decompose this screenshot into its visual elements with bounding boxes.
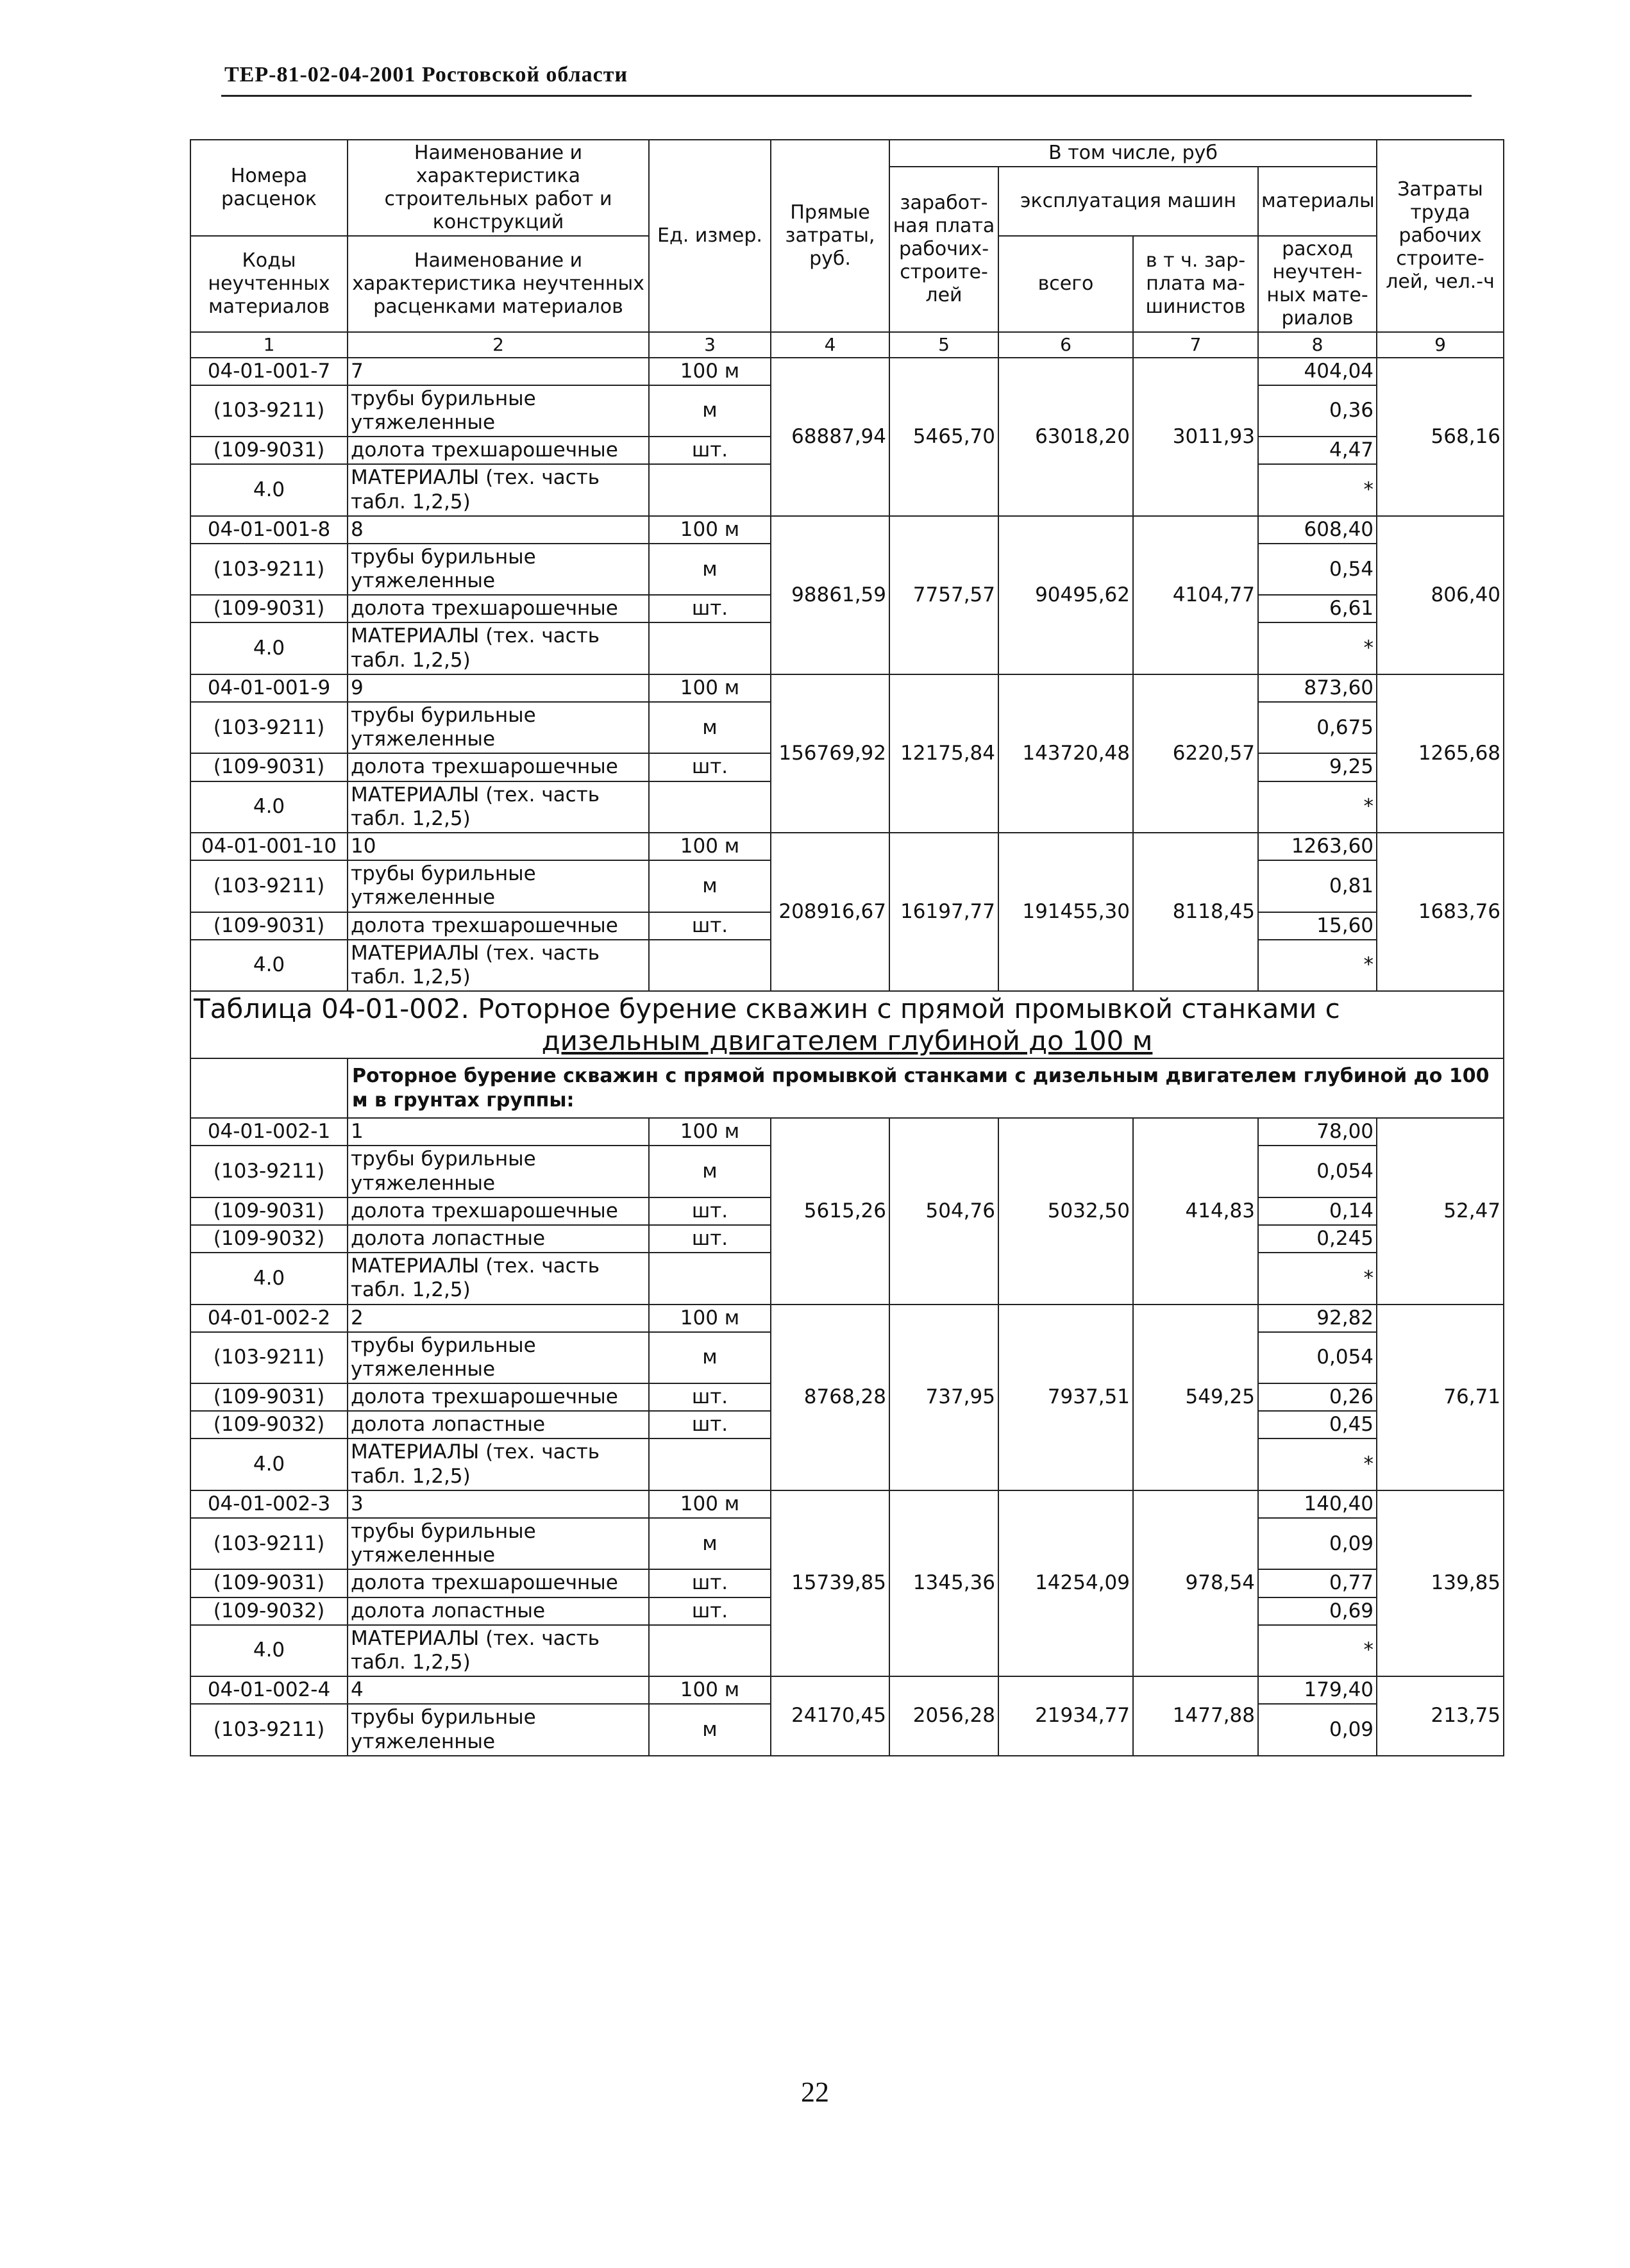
rate-materials: 140,40 (1258, 1490, 1377, 1518)
material-name: долота лопастные (348, 1411, 649, 1438)
header-unit: Ед. измер. (649, 140, 771, 332)
rate-code: 04-01-001-10 (190, 833, 348, 860)
rate-row (190, 516, 1504, 544)
material-unit (649, 1625, 771, 1676)
rate-direct-cost: 68887,94 (771, 358, 889, 516)
rate-unit: 100 м (649, 1676, 771, 1704)
material-unit (649, 1438, 771, 1490)
rate-machines-total: 7937,51 (998, 1305, 1133, 1490)
header-rule (221, 95, 1472, 97)
material-name: трубы бурильные утяжеленные (348, 702, 649, 753)
rate-machines-wages: 3011,93 (1133, 358, 1258, 516)
rate-code: 04-01-001-8 (190, 516, 348, 544)
table-title-line1: Роторное бурение скважин с прямой промывкой станками с (478, 993, 1340, 1025)
rate-direct-cost: 208916,67 (771, 833, 889, 991)
rate-machines-total: 143720,48 (998, 674, 1133, 833)
header-name-top: Наименование и характеристика строительных работ и конструкций (348, 140, 649, 236)
material-quantity: 0,14 (1258, 1197, 1377, 1225)
material-quantity: 0,81 (1258, 860, 1377, 912)
material-quantity: 0,36 (1258, 385, 1377, 437)
rate-row (190, 1118, 1504, 1146)
rate-machines-wages: 978,54 (1133, 1490, 1258, 1676)
rate-materials: 179,40 (1258, 1676, 1377, 1704)
material-quantity: 0,54 (1258, 544, 1377, 595)
material-code: (109-9031) (190, 1569, 348, 1597)
rate-code: 04-01-001-7 (190, 358, 348, 385)
table-04-01-002-title (190, 991, 1504, 1118)
material-unit: м (649, 1146, 771, 1197)
material-unit: шт. (649, 1197, 771, 1225)
column-numbers-row (190, 332, 1504, 358)
material-name: долота трехшарошечные (348, 1569, 649, 1597)
rate-code: 04-01-001-9 (190, 674, 348, 702)
header-machines-total: всего (998, 236, 1133, 332)
rate-labor: 139,85 (1377, 1490, 1504, 1676)
material-unit: м (649, 544, 771, 595)
rate-machines-total: 90495,62 (998, 516, 1133, 674)
material-code: 4.0 (190, 1438, 348, 1490)
rate-wages: 737,95 (889, 1305, 998, 1490)
material-unit (649, 940, 771, 991)
rate-materials: 608,40 (1258, 516, 1377, 544)
material-name: трубы бурильные утяжеленные (348, 1704, 649, 1755)
material-code: (103-9211) (190, 860, 348, 912)
rate-direct-cost: 98861,59 (771, 516, 889, 674)
material-name: трубы бурильные утяжеленные (348, 1332, 649, 1383)
header-machines: эксплуатация машин (998, 167, 1258, 236)
rate-row (190, 358, 1504, 385)
column-number: 8 (1258, 332, 1377, 358)
table-subtitle: Роторное бурение скважин с прямой промывкой станками с дизельным двигателем глубиной до 100 м в грунтах группы: (348, 1058, 1504, 1118)
material-name: МАТЕРИАЛЫ (тех. часть табл. 1,2,5) (348, 464, 649, 515)
material-quantity: 0,77 (1258, 1569, 1377, 1597)
table-title-line2: дизельным двигателем глубиной до 100 м (541, 1024, 1153, 1056)
rate-code: 04-01-002-3 (190, 1490, 348, 1518)
material-name: долота лопастные (348, 1597, 649, 1625)
table-title (190, 991, 1504, 1058)
material-name: МАТЕРИАЛЫ (тех. часть табл. 1,2,5) (348, 781, 649, 833)
material-name: МАТЕРИАЛЫ (тех. часть табл. 1,2,5) (348, 1253, 649, 1304)
material-quantity: 0,09 (1258, 1518, 1377, 1569)
rate-labor: 213,75 (1377, 1676, 1504, 1756)
material-name: долота трехшарошечные (348, 912, 649, 940)
rate-name: 9 (348, 674, 649, 702)
material-name: долота трехшарошечные (348, 1383, 649, 1411)
column-number: 7 (1133, 332, 1258, 358)
rate-machines-total: 63018,20 (998, 358, 1133, 516)
material-unit: шт. (649, 595, 771, 622)
material-code: (103-9211) (190, 544, 348, 595)
rate-name: 1 (348, 1118, 649, 1146)
material-quantity: * (1258, 1438, 1377, 1490)
material-quantity: * (1258, 781, 1377, 833)
rate-name: 2 (348, 1305, 649, 1332)
rate-machines-wages: 6220,57 (1133, 674, 1258, 833)
table-title-prefix: Таблица 04-01-002. (194, 993, 469, 1025)
material-quantity: 0,45 (1258, 1411, 1377, 1438)
rate-direct-cost: 24170,45 (771, 1676, 889, 1756)
material-unit: м (649, 385, 771, 437)
rate-materials: 1263,60 (1258, 833, 1377, 860)
material-code: 4.0 (190, 622, 348, 674)
material-unit (649, 622, 771, 674)
rate-wages: 2056,28 (889, 1676, 998, 1756)
column-number: 3 (649, 332, 771, 358)
material-unit: м (649, 702, 771, 753)
material-unit: шт. (649, 753, 771, 781)
rate-name: 3 (348, 1490, 649, 1518)
rate-unit: 100 м (649, 1305, 771, 1332)
material-unit (649, 1253, 771, 1304)
rate-row (190, 1676, 1504, 1704)
rate-machines-total: 191455,30 (998, 833, 1133, 991)
rate-wages: 1345,36 (889, 1490, 998, 1676)
header-labor: Затраты труда рабочих строите-лей, чел.-ч (1377, 140, 1504, 332)
header-direct: Прямые затраты, руб. (771, 140, 889, 332)
rate-labor: 1265,68 (1377, 674, 1504, 833)
material-quantity: 4,47 (1258, 437, 1377, 464)
material-unit: м (649, 1332, 771, 1383)
rate-machines-wages: 4104,77 (1133, 516, 1258, 674)
column-number: 6 (998, 332, 1133, 358)
section-04-01-002 (190, 1118, 1504, 1756)
rate-row (190, 674, 1504, 702)
rate-name: 10 (348, 833, 649, 860)
rate-row (190, 833, 1504, 860)
material-unit: шт. (649, 912, 771, 940)
material-quantity: * (1258, 464, 1377, 515)
material-quantity: 0,26 (1258, 1383, 1377, 1411)
material-code: (109-9031) (190, 1383, 348, 1411)
header-name-bottom: Наименование и характеристика неучтенных расценками материалов (348, 236, 649, 332)
material-code: (103-9211) (190, 702, 348, 753)
material-code: (109-9031) (190, 753, 348, 781)
material-unit: шт. (649, 1597, 771, 1625)
column-number: 2 (348, 332, 649, 358)
rate-row (190, 1490, 1504, 1518)
material-name: долота трехшарошечные (348, 1197, 649, 1225)
rate-materials: 873,60 (1258, 674, 1377, 702)
material-name: трубы бурильные утяжеленные (348, 385, 649, 437)
rate-labor: 1683,76 (1377, 833, 1504, 991)
material-name: долота трехшарошечные (348, 753, 649, 781)
rate-machines-wages: 549,25 (1133, 1305, 1258, 1490)
material-quantity: 9,25 (1258, 753, 1377, 781)
rate-machines-total: 14254,09 (998, 1490, 1133, 1676)
material-code: (109-9031) (190, 437, 348, 464)
rate-labor: 568,16 (1377, 358, 1504, 516)
rate-machines-total: 21934,77 (998, 1676, 1133, 1756)
material-code: (103-9211) (190, 1704, 348, 1755)
rate-name: 4 (348, 1676, 649, 1704)
material-quantity: 0,675 (1258, 702, 1377, 753)
header-incl-group: В том числе, руб (889, 140, 1377, 167)
material-name: долота лопастные (348, 1225, 649, 1253)
material-quantity: 15,60 (1258, 912, 1377, 940)
rate-unit: 100 м (649, 1118, 771, 1146)
material-name: МАТЕРИАЛЫ (тех. часть табл. 1,2,5) (348, 622, 649, 674)
material-unit: шт. (649, 1225, 771, 1253)
material-unit: м (649, 1704, 771, 1755)
material-quantity: * (1258, 940, 1377, 991)
header-wages: заработ-ная плата рабочих-строите-лей (889, 167, 998, 332)
rate-machines-total: 5032,50 (998, 1118, 1133, 1304)
material-quantity: * (1258, 622, 1377, 674)
material-code: 4.0 (190, 1253, 348, 1304)
rate-materials: 78,00 (1258, 1118, 1377, 1146)
header-codes-bottom: Коды неучтенных материалов (190, 236, 348, 332)
rate-code: 04-01-002-1 (190, 1118, 348, 1146)
material-code: (103-9211) (190, 385, 348, 437)
material-code: (109-9031) (190, 912, 348, 940)
rate-unit: 100 м (649, 516, 771, 544)
material-unit: шт. (649, 437, 771, 464)
material-quantity: 0,054 (1258, 1146, 1377, 1197)
material-unit (649, 781, 771, 833)
rate-name: 7 (348, 358, 649, 385)
rate-row (190, 1305, 1504, 1332)
material-quantity: 6,61 (1258, 595, 1377, 622)
rate-unit: 100 м (649, 674, 771, 702)
material-unit: м (649, 860, 771, 912)
header-materials: материалы (1258, 167, 1377, 236)
rate-wages: 7757,57 (889, 516, 998, 674)
rate-wages: 504,76 (889, 1118, 998, 1304)
table-header (190, 140, 1504, 358)
column-number: 5 (889, 332, 998, 358)
material-name: трубы бурильные утяжеленные (348, 544, 649, 595)
material-code: (109-9031) (190, 1197, 348, 1225)
rates-table (190, 139, 1504, 1756)
rate-code: 04-01-002-4 (190, 1676, 348, 1704)
material-code: 4.0 (190, 1625, 348, 1676)
rate-materials: 92,82 (1258, 1305, 1377, 1332)
rate-direct-cost: 5615,26 (771, 1118, 889, 1304)
rate-machines-wages: 8118,45 (1133, 833, 1258, 991)
material-name: трубы бурильные утяжеленные (348, 860, 649, 912)
material-name: долота трехшарошечные (348, 595, 649, 622)
material-name: трубы бурильные утяжеленные (348, 1146, 649, 1197)
material-code: 4.0 (190, 781, 348, 833)
rate-labor: 806,40 (1377, 516, 1504, 674)
material-unit: шт. (649, 1383, 771, 1411)
material-quantity: 0,245 (1258, 1225, 1377, 1253)
rate-name: 8 (348, 516, 649, 544)
header-machines-wages: в т ч. зар-плата ма-шинистов (1133, 236, 1258, 332)
material-name: МАТЕРИАЛЫ (тех. часть табл. 1,2,5) (348, 1438, 649, 1490)
material-code: 4.0 (190, 464, 348, 515)
material-unit: шт. (649, 1411, 771, 1438)
section-04-01-001 (190, 358, 1504, 992)
material-unit: шт. (649, 1569, 771, 1597)
rate-wages: 5465,70 (889, 358, 998, 516)
rate-wages: 12175,84 (889, 674, 998, 833)
header-materials-unaccounted: расход неучтен-ных мате-риалов (1258, 236, 1377, 332)
material-code: (109-9032) (190, 1411, 348, 1438)
material-quantity: 0,054 (1258, 1332, 1377, 1383)
rate-direct-cost: 15739,85 (771, 1490, 889, 1676)
material-name: долота трехшарошечные (348, 437, 649, 464)
material-code: 4.0 (190, 940, 348, 991)
material-name: МАТЕРИАЛЫ (тех. часть табл. 1,2,5) (348, 1625, 649, 1676)
rate-materials: 404,04 (1258, 358, 1377, 385)
rate-machines-wages: 414,83 (1133, 1118, 1258, 1304)
material-code: (103-9211) (190, 1332, 348, 1383)
rate-labor: 76,71 (1377, 1305, 1504, 1490)
material-quantity: * (1258, 1253, 1377, 1304)
rate-unit: 100 м (649, 833, 771, 860)
subtitle-spacer (190, 1058, 348, 1118)
rate-unit: 100 м (649, 1490, 771, 1518)
page-header: ТЕР-81-02-04-2001 Ростовской области (224, 63, 628, 87)
material-code: (103-9211) (190, 1518, 348, 1569)
material-unit (649, 464, 771, 515)
material-code: (109-9031) (190, 595, 348, 622)
rate-code: 04-01-002-2 (190, 1305, 348, 1332)
material-unit: м (649, 1518, 771, 1569)
material-name: МАТЕРИАЛЫ (тех. часть табл. 1,2,5) (348, 940, 649, 991)
header-codes-top: Номера расценок (190, 140, 348, 236)
material-quantity: 0,69 (1258, 1597, 1377, 1625)
column-number: 4 (771, 332, 889, 358)
rate-wages: 16197,77 (889, 833, 998, 991)
material-quantity: * (1258, 1625, 1377, 1676)
material-code: (109-9032) (190, 1225, 348, 1253)
material-quantity: 0,09 (1258, 1704, 1377, 1755)
page-number: 22 (801, 2076, 829, 2108)
rate-direct-cost: 8768,28 (771, 1305, 889, 1490)
rate-direct-cost: 156769,92 (771, 674, 889, 833)
material-code: (109-9032) (190, 1597, 348, 1625)
rate-unit: 100 м (649, 358, 771, 385)
rate-labor: 52,47 (1377, 1118, 1504, 1304)
column-number: 9 (1377, 332, 1504, 358)
rate-machines-wages: 1477,88 (1133, 1676, 1258, 1756)
material-name: трубы бурильные утяжеленные (348, 1518, 649, 1569)
column-number: 1 (190, 332, 348, 358)
material-code: (103-9211) (190, 1146, 348, 1197)
